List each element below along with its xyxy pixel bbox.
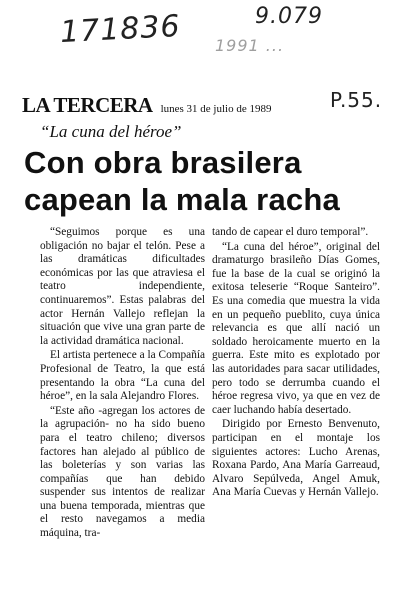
body-paragraph: “Este año -agregan los actores de la agrupación- no ha sido bueno para el teatro chileno; diversos factores han alejado al público de las boleterías y son varias las compañías que han debido suspender sus intentos de realizar una buena temporada, mientras que el resto navegamos a media máquina, tra- xyxy=(40,404,205,540)
body-paragraph: El artista pertenece a la Compañía Profesional de Teatro, la que está presentando la obra “La cuna del héroe”, en la sala Alejandro Flores. xyxy=(40,349,205,403)
handwritten-year-note: 1991 ... xyxy=(215,36,285,55)
body-paragraph: “Seguimos porque es una obligación no bajar el telón. Pese a las dramáticas dificultades económicas por las que atraviesa el teatro independiente, continuaremos”. Estas palabras del actor Hernán Vallejo reflejan la situación que vive una gran parte de la actividad dramática nacional. xyxy=(40,226,205,347)
publication-date: lunes 31 de julio de 1989 xyxy=(160,103,272,115)
headline-line-1: Con obra brasilera xyxy=(24,145,302,180)
article-headline xyxy=(24,144,394,218)
body-paragraph: “La cuna del héroe”, original del dramaturgo brasileño Días Gomes, fue la base de la cual se originó la exitosa teleserie “Roque Santeiro”. Es una comedia que muestra la vida en un pequeño pueblito, cuya única relevancia es que allí nació un soldado heroicamente muerto en la guerra. Este mito es explotado por las autoridades para sacar utilidades, pero todo se derrumba cuando el héroe regresa vivo, ya que en vez de caer luchando había desertado. xyxy=(212,240,380,416)
article-column-left xyxy=(40,226,205,542)
handwritten-reference: 9.079 xyxy=(255,4,323,29)
headline-line-2: capean la mala racha xyxy=(24,182,340,217)
handwritten-page-mark: P.55. xyxy=(330,88,383,112)
masthead xyxy=(22,93,322,118)
article-column-right xyxy=(212,226,380,501)
newspaper-name: LA TERCERA xyxy=(22,93,153,117)
body-paragraph: Dirigido por Ernesto Benvenuto, participan en el montaje los siguientes actores: Lucho Arenas, Roxana Pardo, Ana María Garreaud, Alvaro Sepúlveda, Angel Amuk, Ana María Cuevas y Hernán Vallejo. xyxy=(212,418,380,499)
handwritten-catalog-number: 171836 xyxy=(59,8,182,51)
body-paragraph: tando de capear el duro temporal”. xyxy=(212,226,369,238)
article-kicker: “La cuna del héroe” xyxy=(40,122,182,141)
